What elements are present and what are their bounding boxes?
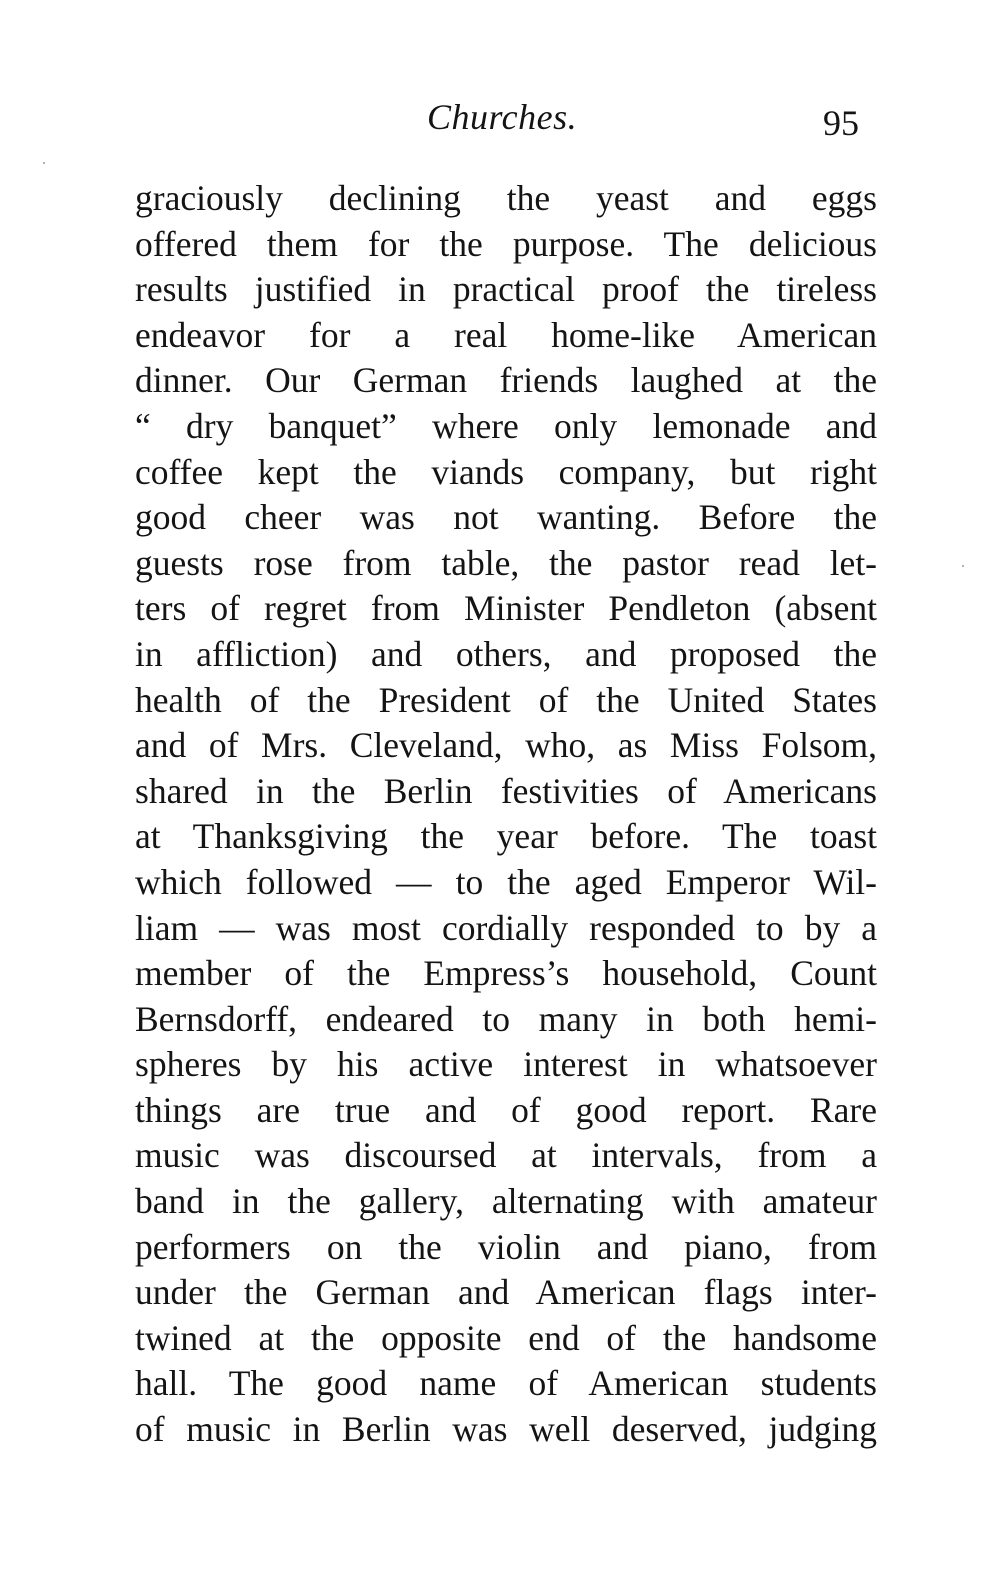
text-line: in affliction) and others, and proposed the — [135, 633, 877, 674]
text-line: twined at the opposite end of the handsome — [135, 1317, 877, 1358]
text-line: under the German and American flags inter- — [135, 1272, 877, 1313]
body-text — [135, 176, 877, 1453]
page-number: 95 — [823, 103, 859, 143]
text-line: shared in the Berlin festivities of Americans — [135, 770, 877, 811]
text-line: things are true and of good report. Rare — [135, 1089, 877, 1130]
text-line: graciously declining the yeast and eggs — [135, 178, 877, 218]
text-line: music was discoursed at intervals, from a — [135, 1135, 877, 1176]
text-line: ters of regret from Minister Pendleton (absent — [135, 588, 877, 629]
running-head — [0, 92, 1000, 142]
text-line: health of the President of the United States — [135, 679, 877, 720]
text-line: guests rose from table, the pastor read let- — [135, 542, 877, 583]
text-line: band in the gallery, alternating with amateur — [135, 1181, 877, 1222]
text-line: good cheer was not wanting. Before the — [135, 497, 877, 538]
running-title: Churches. — [427, 97, 578, 137]
text-line: member of the Empress’s household, Count — [135, 953, 877, 994]
text-line: at Thanksgiving the year before. The toast — [135, 816, 877, 857]
text-line: and of Mrs. Cleveland, who, as Miss Folsom, — [135, 725, 877, 766]
text-line: offered them for the purpose. The delicious — [135, 223, 877, 264]
text-line: spheres by his active interest in whatsoever — [135, 1044, 877, 1085]
scan-speck — [962, 565, 964, 567]
text-line: liam — was most cordially responded to by a — [135, 907, 877, 948]
text-line: Bernsdorff, endeared to many in both hemi- — [135, 998, 877, 1039]
text-line: dinner. Our German friends laughed at the — [135, 360, 877, 401]
text-line: coffee kept the viands company, but right — [135, 451, 877, 492]
text-line: results justified in practical proof the tireless — [135, 269, 877, 310]
text-line: endeavor for a real home-like American — [135, 314, 877, 355]
text-line: performers on the violin and piano, from — [135, 1226, 877, 1267]
scan-speck — [43, 162, 45, 164]
text-line: hall. The good name of American students — [135, 1363, 877, 1404]
text-line: “ dry banquet” where only lemonade and — [135, 405, 877, 446]
text-line: which followed — to the aged Emperor Wil- — [135, 861, 877, 902]
text-line: of music in Berlin was well deserved, judging — [135, 1409, 877, 1450]
